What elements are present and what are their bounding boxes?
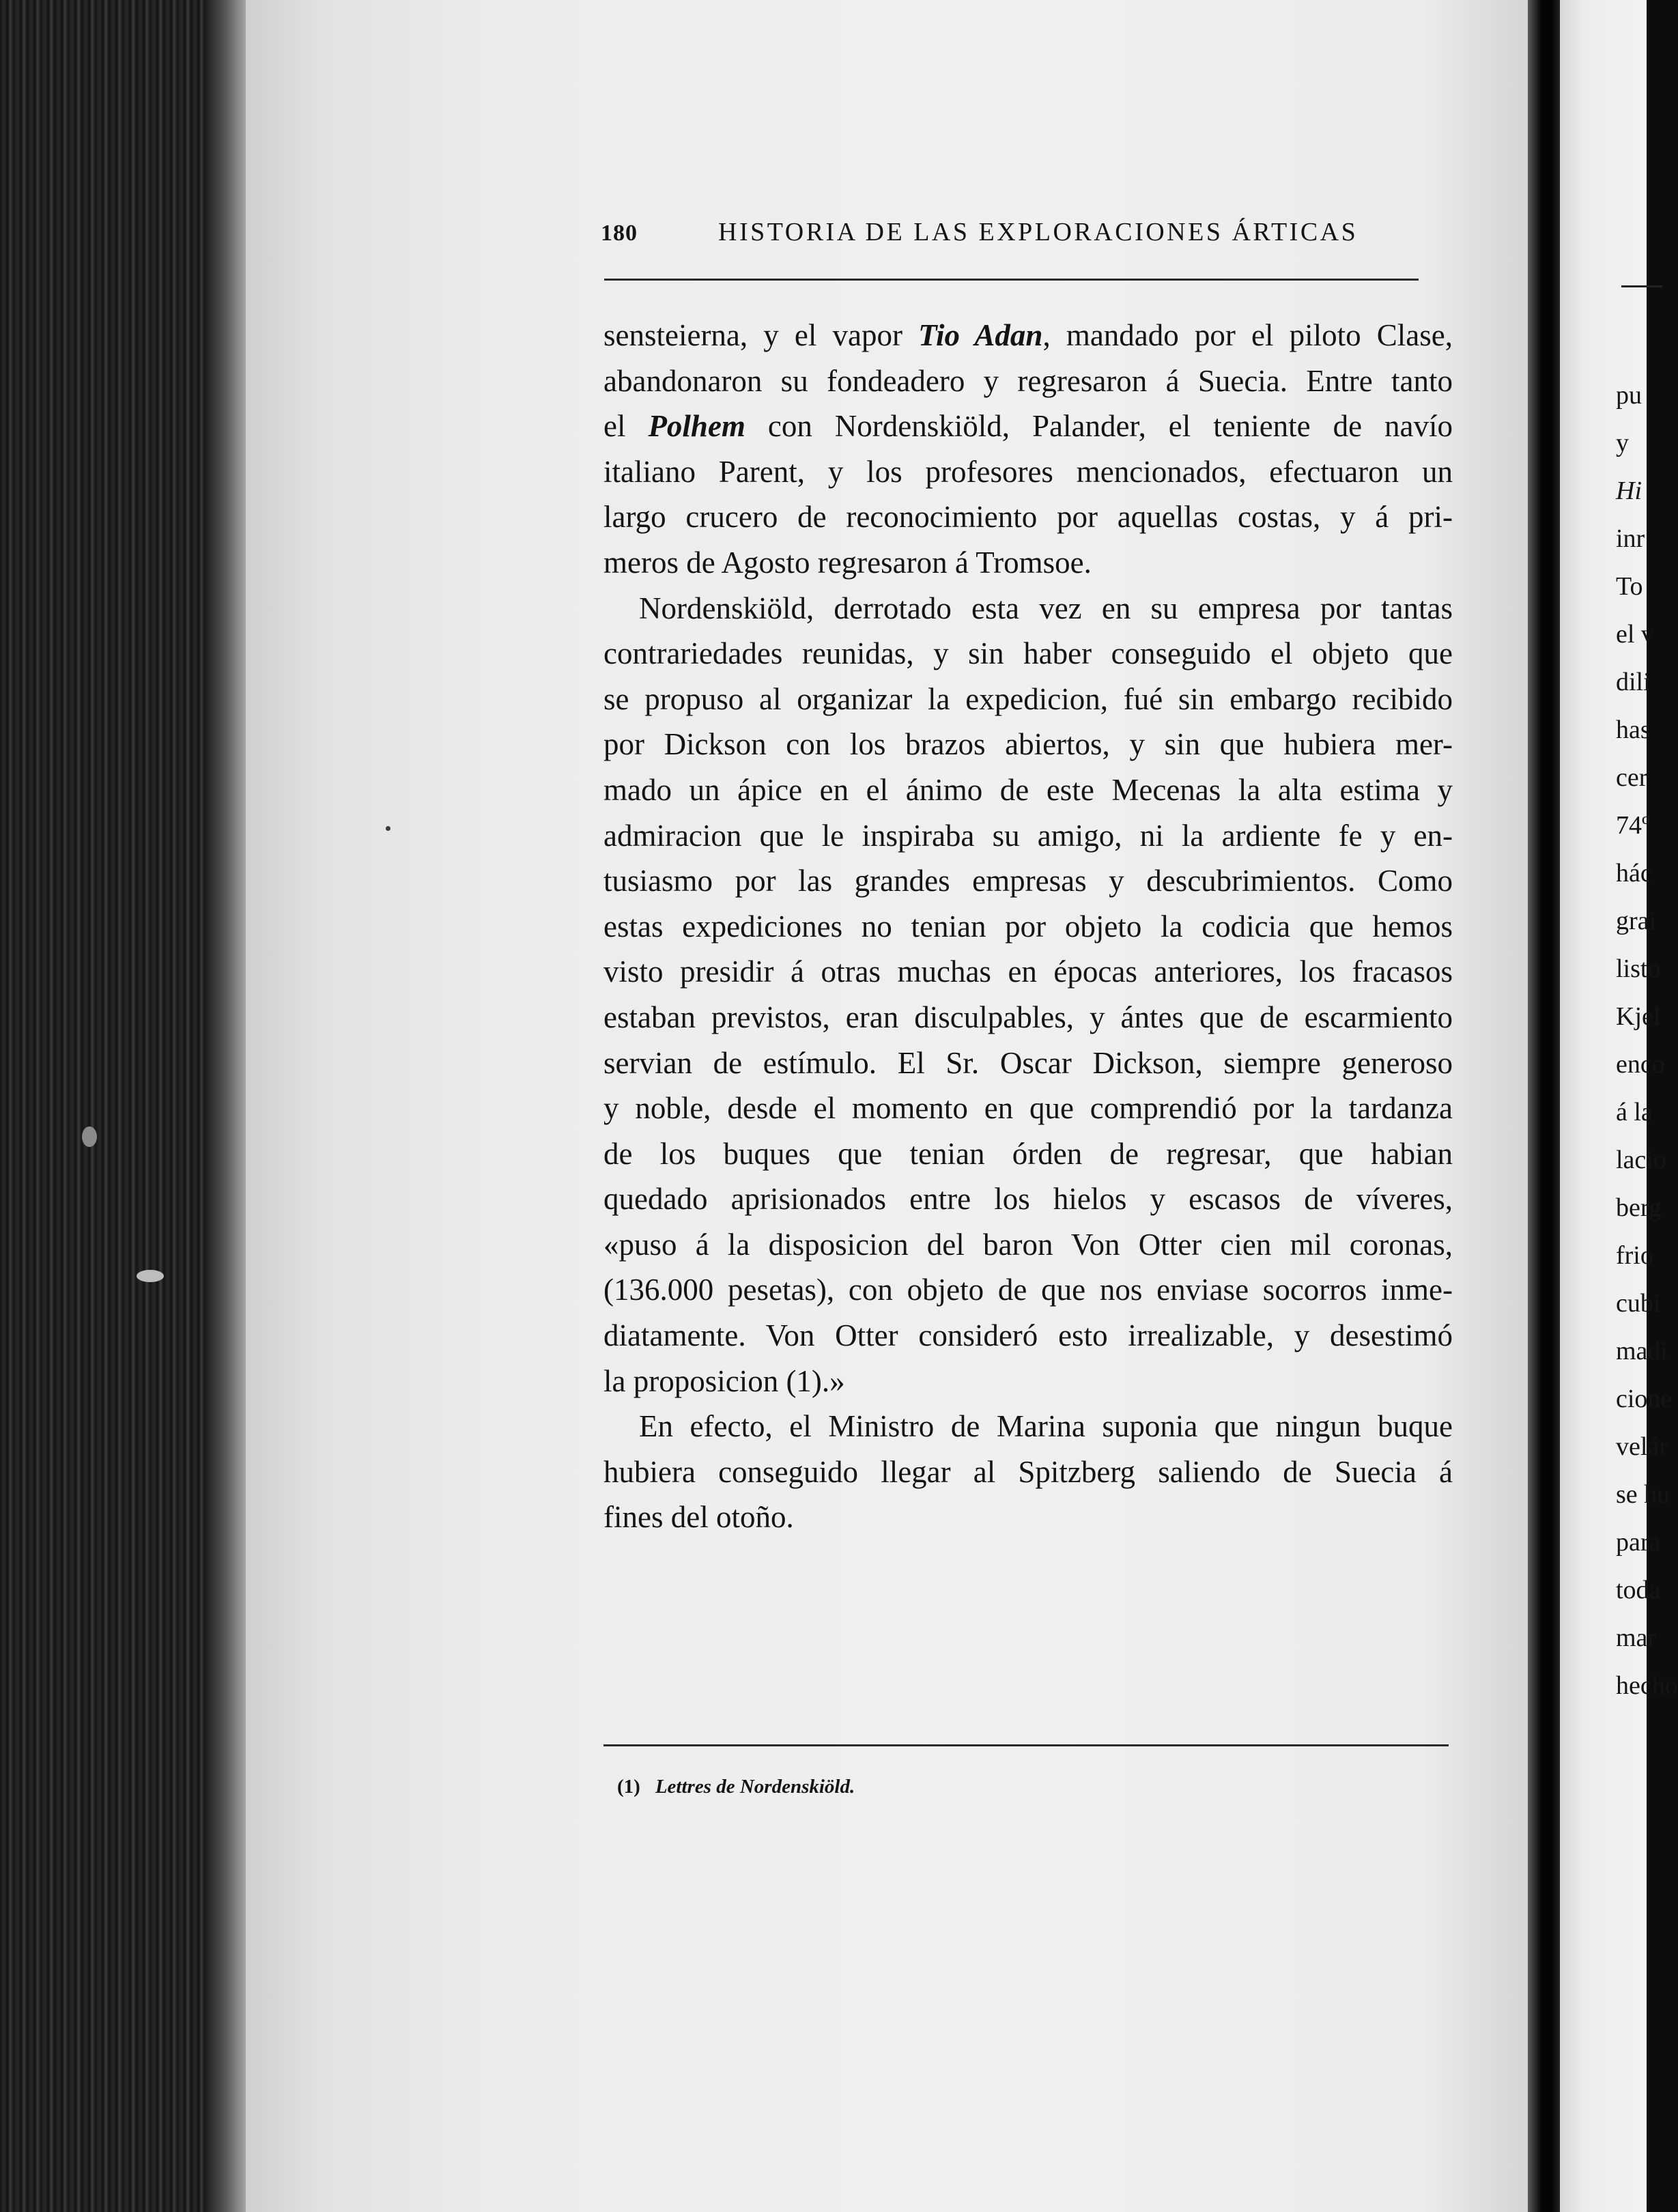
- text-run: largo crucero de reconocimiento por aquellas costas, y á pri-: [603, 500, 1453, 535]
- text-line: [603, 1267, 1453, 1313]
- body-text: [603, 313, 1453, 1540]
- text-line: [603, 403, 1453, 449]
- text-run: estaban previstos, eran disculpables, y ántes que de escarmiento: [603, 999, 1453, 1034]
- scan-speck: [82, 1126, 97, 1147]
- adjacent-page-fragment: para: [1616, 1528, 1661, 1557]
- adjacent-page-fragment: has: [1616, 715, 1651, 744]
- adjacent-page-fragment: dili: [1616, 668, 1651, 696]
- text-run: por Dickson con los brazos abiertos, y sin que hubiera mer-: [603, 727, 1453, 762]
- text-run: admiracion que le inspiraba su amigo, ni la ardiente fe y en-: [603, 818, 1453, 853]
- adjacent-page-fragment: listo: [1616, 954, 1661, 983]
- text-run: de los buques que tenian órden de regresar, que habian: [603, 1136, 1453, 1171]
- text-line: [603, 449, 1453, 495]
- text-line: [603, 313, 1453, 358]
- text-run: se propuso al organizar la expedicion, fué sin embargo recibido: [603, 681, 1453, 716]
- footnote-text: Lettres de Nordenskiöld.: [655, 1776, 855, 1798]
- text-line: [603, 1404, 1453, 1449]
- text-line: [603, 767, 1453, 813]
- ship-name: Tio Adan: [918, 318, 1043, 352]
- adjacent-page-fragment: toda: [1616, 1576, 1661, 1604]
- text-run: «puso á la disposicion del baron Von Otter cien mil coronas,: [603, 1227, 1453, 1262]
- text-line: [603, 1131, 1453, 1177]
- text-run: diatamente. Von Otter consideró esto irrealizable, y desestimó: [603, 1318, 1453, 1353]
- adjacent-page-fragment: inr: [1616, 524, 1645, 553]
- adjacent-page: [1560, 0, 1678, 2212]
- text-run: sensteierna, y el vapor: [603, 318, 919, 352]
- text-run: abandonaron su fondeadero y regresaron á Suecia. Entre tanto: [603, 363, 1453, 398]
- adjacent-page-fragment: el v: [1616, 620, 1654, 649]
- page-number: 180: [601, 221, 638, 246]
- text-line: [603, 1359, 1453, 1404]
- adjacent-page-fragment: cubi: [1616, 1289, 1661, 1318]
- text-line: [603, 1040, 1453, 1086]
- adjacent-page-fragment: enco: [1616, 1050, 1665, 1079]
- adjacent-page-fragment: 74º: [1616, 811, 1650, 840]
- text-run: fines del otoño.: [603, 1500, 794, 1535]
- adjacent-page-fragment: y: [1616, 429, 1629, 457]
- text-run: hubiera conseguido llegar al Spitzberg saliendo de Suecia á: [603, 1454, 1453, 1489]
- text-line: [603, 1494, 1453, 1540]
- scan-speck: [386, 826, 390, 831]
- text-run: con Nordenskiöld, Palander, el teniente de navío: [745, 409, 1453, 444]
- adjacent-page-rule: [1621, 285, 1662, 287]
- text-run: y noble, desde el momento en que comprendió por la tardanza: [603, 1091, 1453, 1126]
- text-line: [603, 904, 1453, 950]
- adjacent-page-fragment: hác: [1616, 859, 1652, 888]
- text-run: la proposicion (1).»: [603, 1363, 845, 1398]
- text-run: , mandado por el piloto Clase,: [1042, 318, 1453, 352]
- text-line: [603, 813, 1453, 859]
- text-line: [603, 1313, 1453, 1359]
- text-line: [603, 858, 1453, 904]
- text-run: Nordenskiöld, derrotado esta vez en su empresa por tantas: [639, 591, 1453, 625]
- ship-name: Polhem: [648, 409, 745, 444]
- scan-speck: [137, 1270, 164, 1282]
- running-title: HISTORIA DE LAS EXPLORACIONES ÁRTICAS: [718, 218, 1359, 246]
- text-line: [603, 1176, 1453, 1222]
- adjacent-page-fragment: cer: [1616, 763, 1648, 792]
- adjacent-page-fragment: cione: [1616, 1385, 1673, 1413]
- text-run: visto presidir á otras muchas en épocas anteriores, los fracasos: [603, 954, 1453, 989]
- text-run: mado un ápice en el ánimo de este Mecenas la alta estima y: [603, 772, 1453, 807]
- text-line: [603, 358, 1453, 404]
- text-run: quedado aprisionados entre los hielos y escasos de víveres,: [603, 1182, 1453, 1217]
- text-line: [603, 1086, 1453, 1131]
- text-line: [603, 586, 1453, 632]
- adjacent-page-fragment: hecho: [1616, 1671, 1678, 1700]
- adjacent-page-fragment: mar: [1616, 1623, 1657, 1652]
- text-line: [603, 949, 1453, 995]
- text-line: [603, 494, 1453, 540]
- adjacent-page-fragment: berg: [1616, 1193, 1662, 1222]
- adjacent-page-fragment: frio: [1616, 1241, 1653, 1270]
- adjacent-page-fragment: Hi: [1616, 477, 1642, 505]
- running-header: [601, 217, 1359, 247]
- adjacent-page-fragment: Kjel: [1616, 1002, 1661, 1031]
- footnote-marker: (1): [617, 1776, 640, 1798]
- text-line: [603, 631, 1453, 677]
- text-line: [603, 540, 1453, 586]
- adjacent-page-fragment: se hu: [1616, 1480, 1670, 1509]
- text-run: (136.000 pesetas), con objeto de que nos enviase socorros inme-: [603, 1273, 1453, 1307]
- text-line: [603, 1449, 1453, 1495]
- text-run: italiano Parent, y los profesores mencionados, efectuaron un: [603, 454, 1453, 489]
- text-run: meros de Agosto regresaron á Tromsoe.: [603, 545, 1092, 580]
- adjacent-page-fragment: pu: [1616, 381, 1642, 410]
- footnote-rule: [603, 1744, 1449, 1746]
- header-rule: [604, 279, 1419, 281]
- text-run: el: [603, 409, 649, 444]
- text-run: tusiasmo por las grandes empresas y descubrimientos. Como: [603, 864, 1453, 898]
- adjacent-page-fragment: á la: [1616, 1098, 1653, 1126]
- text-line: [603, 722, 1453, 767]
- text-line: [603, 1222, 1453, 1268]
- text-line: [603, 677, 1453, 722]
- text-run: En efecto, el Ministro de Marina suponia que ningun buque: [639, 1409, 1453, 1444]
- adjacent-page-fragment: velár: [1616, 1432, 1668, 1461]
- text-line: [603, 995, 1453, 1040]
- adjacent-page-fragment: grai: [1616, 907, 1657, 935]
- page-gutter: [1528, 0, 1562, 2212]
- adjacent-page-fragment: lacio: [1616, 1146, 1666, 1174]
- adjacent-page-fragment: madi: [1616, 1337, 1668, 1365]
- footnote: [617, 1776, 855, 1798]
- text-run: estas expediciones no tenian por objeto la codicia que hemos: [603, 909, 1453, 944]
- text-run: contrariedades reunidas, y sin haber conseguido el objeto que: [603, 636, 1453, 671]
- adjacent-page-fragment: To: [1616, 572, 1643, 601]
- text-run: servian de estímulo. El Sr. Oscar Dickson, siempre generoso: [603, 1045, 1453, 1080]
